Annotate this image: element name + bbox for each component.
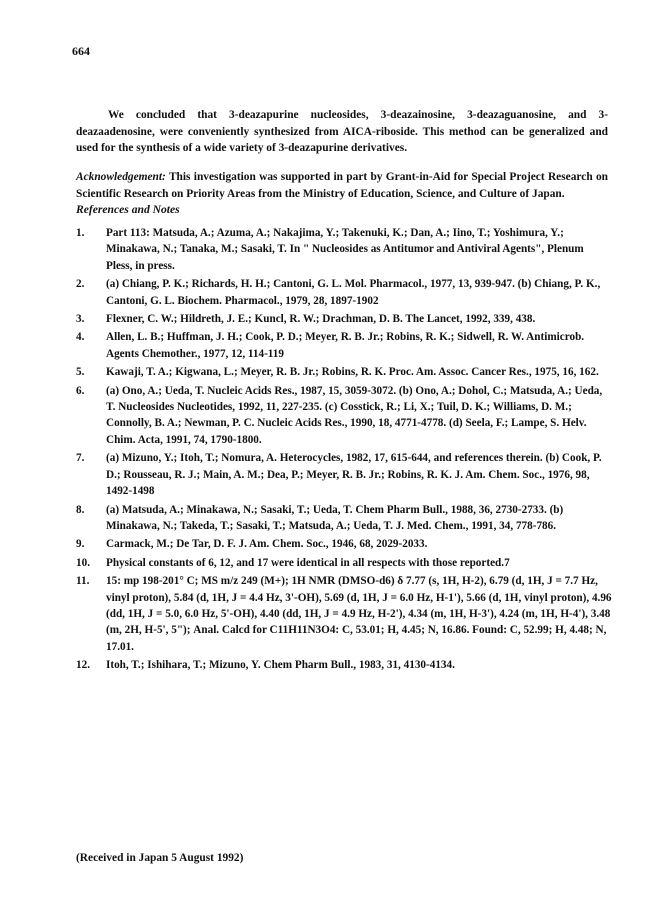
reference-text: Allen, L. B.; Huffman, J. H.; Cook, P. D.; Meyer, R. B. Jr.; Robins, R. K.; Sidwell, R. W. Antimicrob. Agents Chemother., 1977, 12, 114-119: [106, 331, 585, 360]
acknowledgement-paragraph: [76, 169, 608, 202]
reference-number: 5.: [76, 366, 85, 379]
reference-text: Kawaji, T. A.; Kigwana, L.; Meyer, R. B. Jr.; Robins, R. K. Proc. Am. Assoc. Cancer Res., 1975, 16, 162.: [106, 366, 599, 379]
reference-item: [76, 329, 612, 362]
reference-text: Physical constants of 6, 12, and 17 were identical in all respects with those reported.7: [106, 556, 510, 569]
reference-number: 1.: [76, 227, 85, 239]
conclusion-paragraph: We concluded that 3-deazapurine nucleosides, 3-deazainosine, 3-deazaguanosine, and 3-deazaadenosine, were conveniently synthesized from AICA-riboside. This method can be generalized and used for the synthesis of a wide variety of 3-deazapurine derivatives.: [76, 109, 608, 155]
reference-number: 2.: [76, 278, 85, 291]
reference-text: Part 113: Matsuda, A.; Azuma, A.; Nakajima, Y.; Takenuki, K.; Dan, A.; Iino, T.; Yoshimura, Y.; Minakawa, N.; Tanaka, M.; Sasaki, T. In " Nucleosides as Antitumor and Antiviral Agents", Plenum Pless, in press.: [106, 227, 584, 272]
received-date: (Received in Japan 5 August 1992): [76, 852, 244, 864]
reference-item: [76, 225, 612, 274]
reference-item: [76, 311, 612, 327]
page-number: 664: [72, 44, 90, 58]
reference-item: [76, 657, 612, 673]
reference-text: (a) Matsuda, A.; Minakawa, N.; Sasaki, T.; Ueda, T. Chem Pharm Bull., 1988, 36, 2730-2733. (b) Minakawa, N.; Takeda, T.; Sasaki, T.; Matsuda, A.; Ueda, T. J. Med. Chem., 1991, 34, 778-786.: [106, 503, 564, 532]
reference-number: 4.: [76, 331, 85, 344]
reference-item: [76, 536, 612, 552]
reference-number: 9.: [76, 538, 85, 551]
reference-number: 11.: [76, 575, 90, 588]
reference-number: 12.: [76, 659, 90, 672]
reference-number: 6.: [76, 384, 85, 397]
reference-item: [76, 276, 612, 309]
reference-item: [76, 573, 612, 655]
acknowledgement-text: This investigation was supported in part by Grant-in-Aid for Special Project Research on Scientific Research on Priority Areas from the Ministry of Education, Science, and Culture of Japan.: [76, 171, 608, 200]
reference-text: 15: mp 198-201° C; MS m/z 249 (M+); 1H NMR (DMSO-d6) δ 7.77 (s, 1H, H-2), 6.79 (d, 1H, J = 7.7 Hz, vinyl proton), 5.84 (d, 1H, J = 4.4 Hz, 3'-OH), 5.69 (d, 1H, J = 6.0 Hz, H-1'), 5.66 (d, 1H, vinyl proton), 4.96 (dd, 1H, J = 5.0, 6.0 Hz, 5'-OH), 4.40 (dd, 1H, J = 4.9 Hz, H-2'), 4.34 (m, 1H, H-3'), 4.24 (m, 1H, H-4'), 3.48 (m, 2H, H-5', 5"); Anal. Calcd for C11H11N3O4: C, 53.01; H, 4.45; N, 16.86. Found: C, 52.99; H, 4.48; N, 17.01.: [106, 575, 612, 653]
reference-text: (a) Mizuno, Y.; Itoh, T.; Nomura, A. Heterocycles, 1982, 17, 615-644, and references therein. (b) Cook, P. D.; Rousseau, R. J.; Main, A. M.; Dea, P.; Meyer, R. B. Jr.; Robins, R. K. J. Am. Chem. Soc., 1976, 98, 1492-1498: [106, 452, 602, 498]
acknowledgement-label: Acknowledgement:: [76, 171, 166, 184]
references-heading: References and Notes: [76, 203, 180, 216]
reference-item: [76, 555, 612, 571]
reference-number: 3.: [76, 313, 85, 326]
reference-item: [76, 383, 612, 449]
reference-item: [76, 450, 612, 499]
reference-text: Carmack, M.; De Tar, D. F. J. Am. Chem. Soc., 1946, 68, 2029-2033.: [106, 538, 428, 551]
reference-text: (a) Ono, A.; Ueda, T. Nucleic Acids Res., 1987, 15, 3059-3072. (b) Ono, A.; Dohol, C.; Matsuda, A.; Ueda, T. Nucleosides Nucleotides, 1992, 11, 227-235. (c) Cosstick, R.; Li, X.; Tuil, D. K.; Williams, D. M.; Connolly, B. A.; Newman, P. C. Nucleic Acids Res., 1990, 18, 4771-4778. (d) Seela, F.; Lampe, S. Helv. Chim. Acta, 1991, 74, 1790-1800.: [106, 384, 603, 446]
reference-number: 8.: [76, 503, 85, 516]
reference-text: Itoh, T.; Ishihara, T.; Mizuno, Y. Chem Pharm Bull., 1983, 31, 4130-4134.: [106, 659, 455, 672]
reference-number: 7.: [76, 452, 85, 465]
references-list: [76, 225, 612, 676]
reference-text: (a) Chiang, P. K.; Richards, H. H.; Cantoni, G. L. Mol. Pharmacol., 1977, 13, 939-947. (b) Chiang, P. K., Cantoni, G. L. Biochem. Pharmacol., 1979, 28, 1897-1902: [106, 278, 601, 307]
reference-item: [76, 364, 612, 380]
reference-item: [76, 502, 612, 535]
reference-text: Flexner, C. W.; Hildreth, J. E.; Kuncl, R. W.; Drachman, D. B. The Lancet, 1992, 339, 438.: [106, 313, 536, 326]
reference-number: 10.: [76, 556, 90, 569]
